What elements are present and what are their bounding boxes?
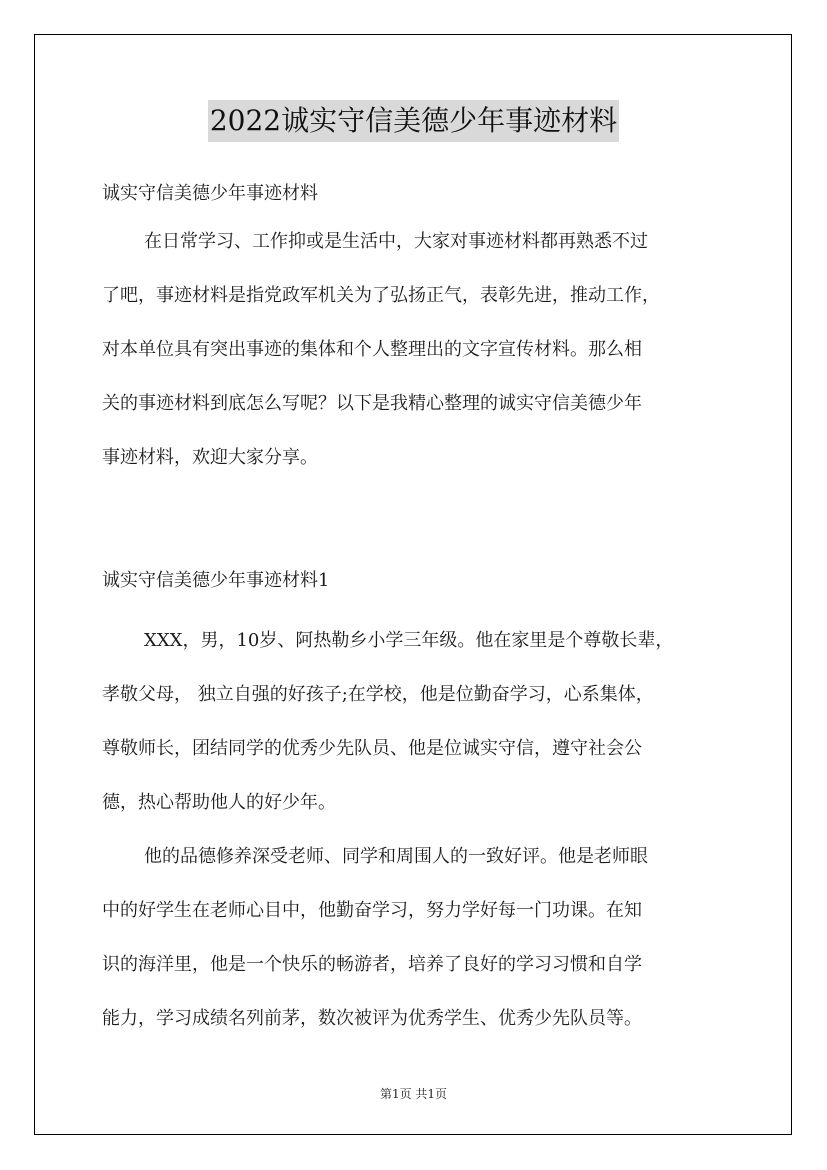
document-title: 2022诚实守信美德少年事迹材料 [208, 100, 619, 142]
text-line: 对本单位具有突出事迹的集体和个人整理出的文字宣传材料。那么相 [102, 339, 642, 360]
text-line: 尊敬师长，团结同学的优秀少先队员、他是位诚实守信，遵守社会公 [102, 738, 642, 759]
intro-paragraph [102, 215, 730, 485]
spacer [102, 485, 730, 561]
text-line: 孝敬父母， 独立自强的好孩子;在学校，他是位勤奋学习，心系集体， [102, 684, 654, 705]
section-heading: 诚实守信美德少年事迹材料 [102, 183, 318, 204]
page-number: 第1页 共1页 [379, 1087, 448, 1101]
text-line: XXX，男，10岁、阿热勒乡小学三年级。他在家里是个尊敬长辈， [144, 630, 674, 651]
text-line: 事迹材料，欢迎大家分享。 [102, 447, 318, 468]
paragraph-1 [102, 614, 730, 830]
title-container [0, 100, 827, 142]
text-line: 识的海洋里，他是一个快乐的畅游者，培养了良好的学习习惯和自学 [102, 954, 642, 975]
text-line: 德，热心帮助他人的好少年。 [102, 792, 336, 813]
text-line: 关的事迹材料到底怎么写呢？以下是我精心整理的诚实守信美德少年 [102, 393, 642, 414]
text-line: 在日常学习、工作抑或是生活中，大家对事迹材料都再熟悉不过 [144, 231, 648, 252]
subsection-heading: 诚实守信美德少年事迹材料1 [102, 570, 330, 591]
text-line: 他的品德修养深受老师、同学和周围人的一致好评。他是老师眼 [144, 846, 648, 867]
document-body [102, 174, 730, 1046]
text-line: 了吧，事迹材料是指党政军机关为了弘扬正气，表彰先进，推动工作， [102, 285, 660, 306]
spacer [102, 602, 730, 614]
text-line: 能力，学习成绩名列前茅，数次被评为优秀学生、优秀少先队员等。 [102, 1008, 642, 1029]
paragraph-2 [102, 830, 730, 1046]
text-line: 中的好学生在老师心目中，他勤奋学习，努力学好每一门功课。在知 [102, 900, 642, 921]
